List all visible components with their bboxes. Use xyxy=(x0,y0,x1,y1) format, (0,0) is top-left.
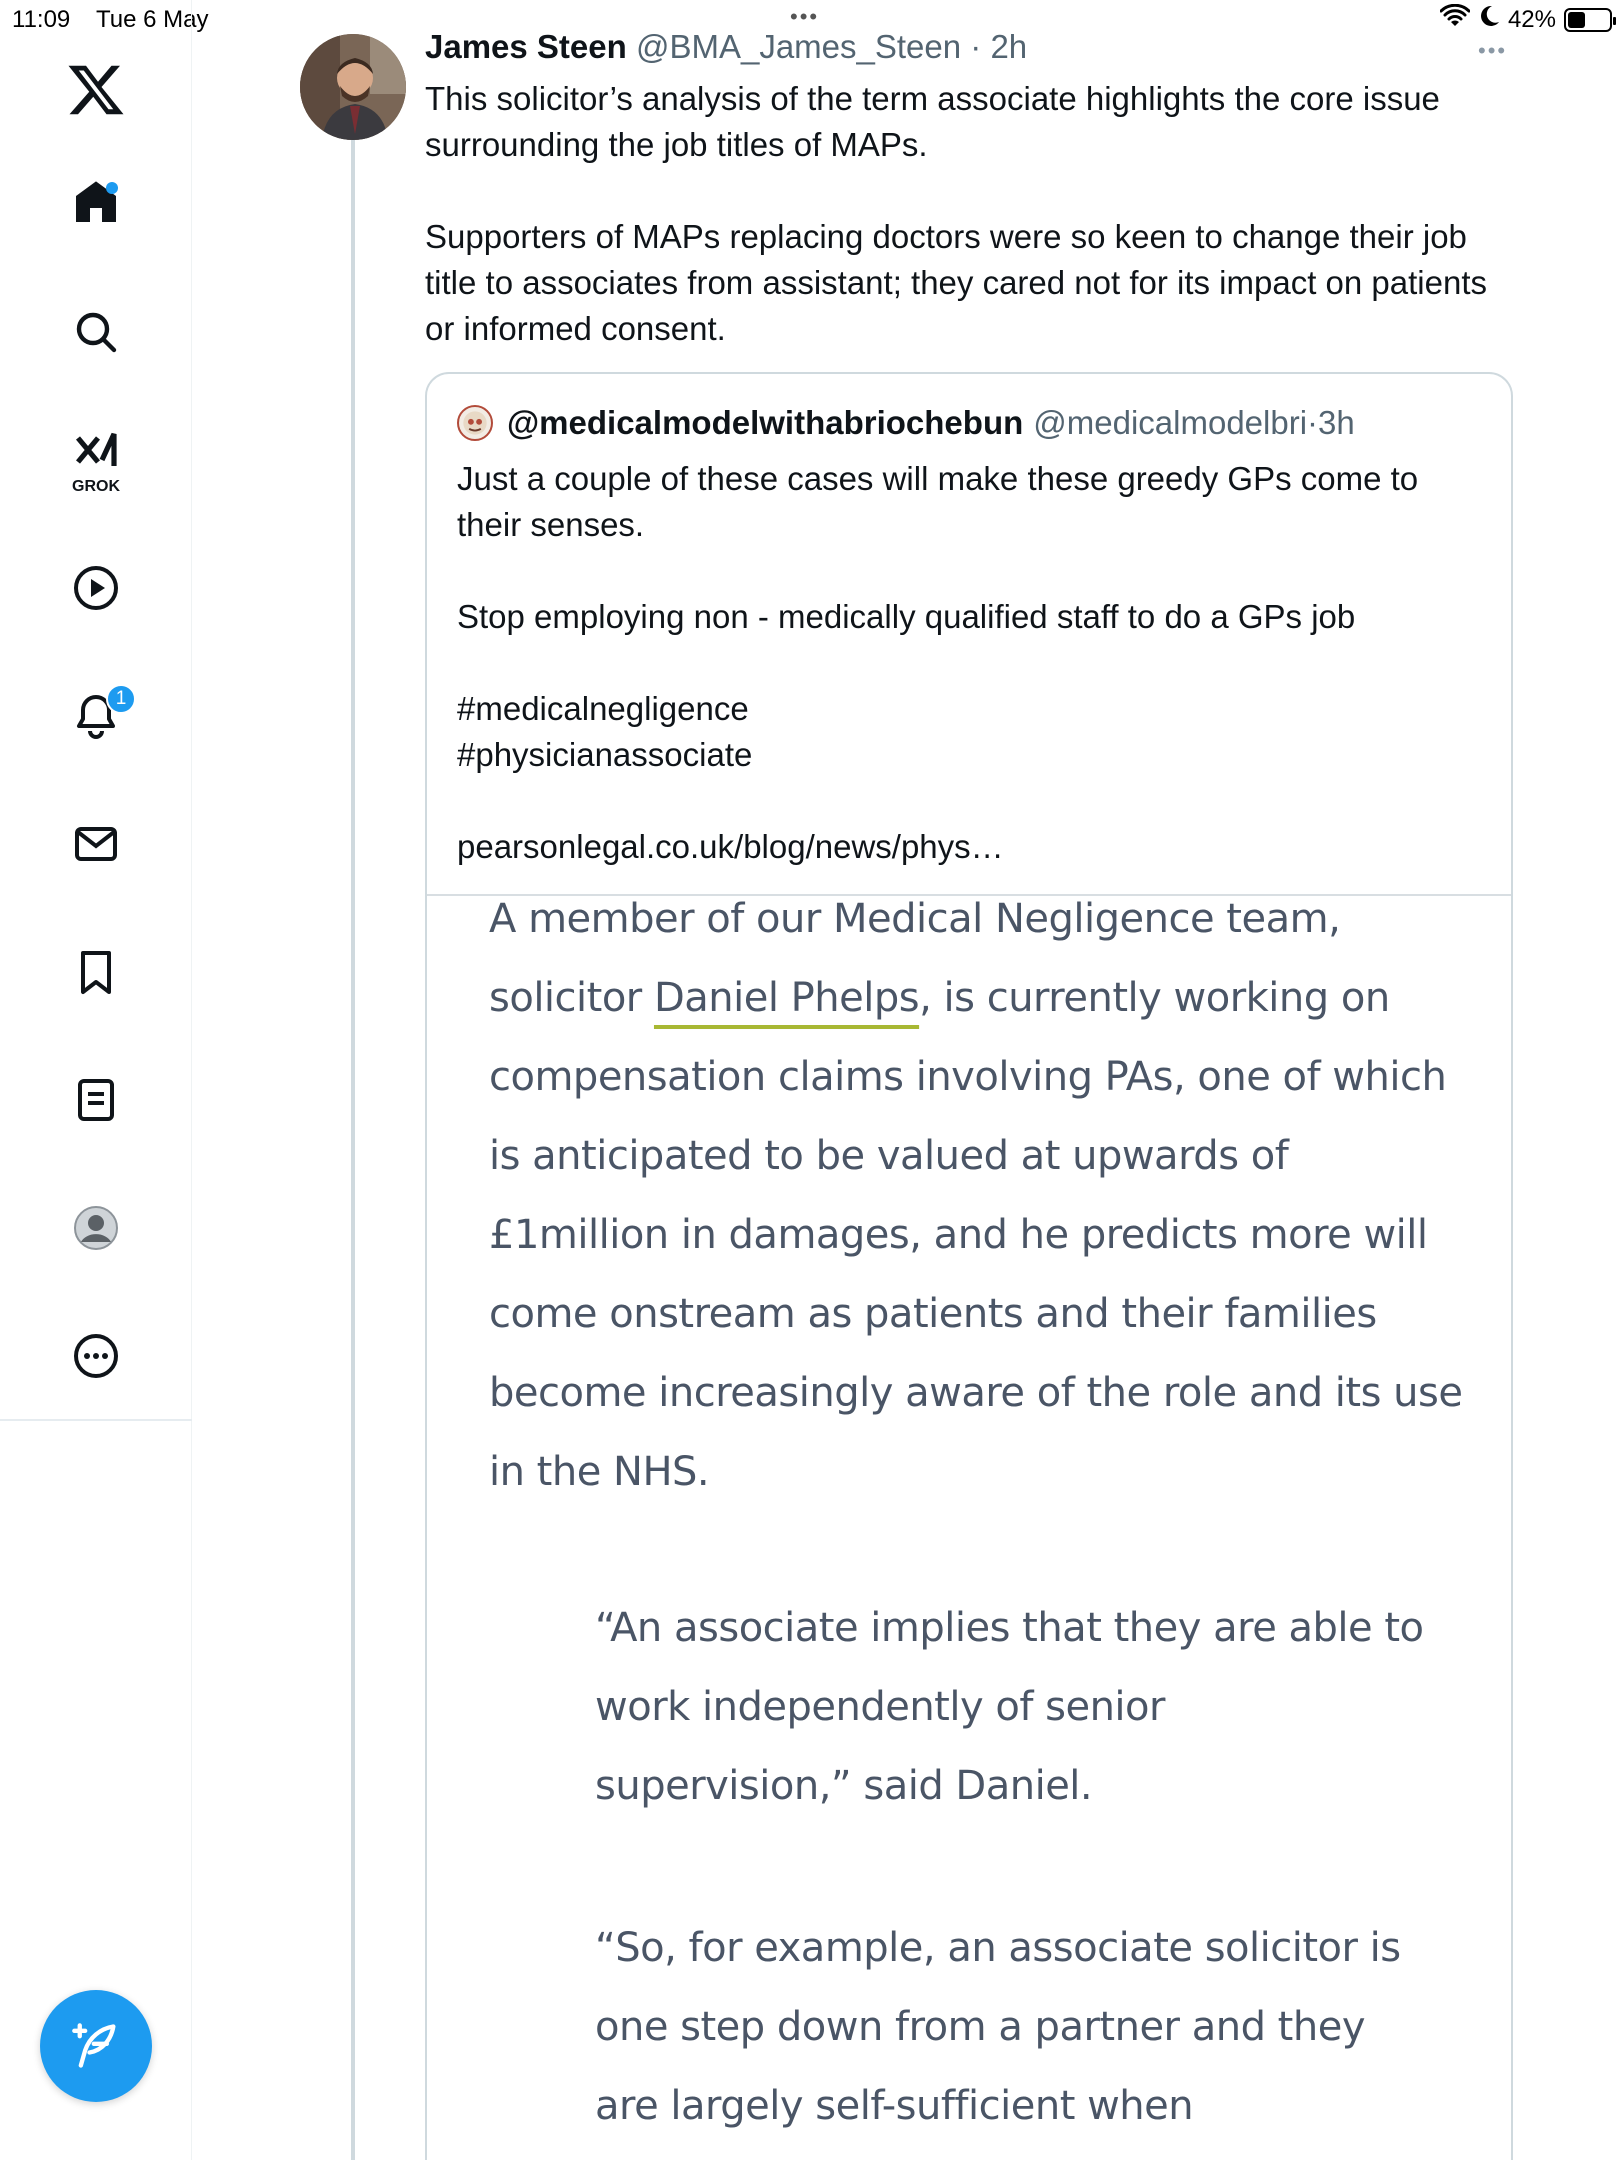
article-quote-2: “So, for example, an associate solicitor is one step down from a partner and they are largely self-sufficient when xyxy=(595,1925,1401,2129)
wifi-icon xyxy=(1440,4,1470,35)
x-logo-icon[interactable] xyxy=(62,56,130,124)
tweet-header xyxy=(425,28,1027,66)
article-quote-1: “An associate implies that they are able to work independently of senior supervision,” said Daniel. xyxy=(595,1605,1424,1809)
status-time: 11:09 xyxy=(12,6,71,33)
quoted-author-avatar xyxy=(457,405,493,441)
moon-icon xyxy=(1478,4,1500,35)
bookmarks-icon[interactable] xyxy=(66,942,126,1002)
quoted-handle: @medicalmodelbri xyxy=(1033,404,1308,441)
quoted-tweet-card[interactable] xyxy=(425,372,1513,2160)
feather-plus-icon xyxy=(70,2020,122,2072)
battery-percent: 42% xyxy=(1507,5,1556,33)
article-para-before: A member of our Medical Negligence team, solicitor xyxy=(489,896,1341,1021)
battery-icon xyxy=(1564,8,1612,32)
quoted-meta-separator: · xyxy=(1307,404,1319,441)
tweet-text: This solicitor’s analysis of the term associate highlights the core issue surrounding the job titles of MAPs. Supporters of MAPs replacing doctors were so keen to change their job title to associates from assistant; they cared not for its impact on patients or informed consent. xyxy=(425,80,1487,347)
author-name[interactable]: James Steen xyxy=(425,28,627,65)
thread-connector-line xyxy=(351,140,355,2160)
quoted-display-name: @medicalmodelwithabriochebun xyxy=(507,404,1024,441)
quoted-tweet-text: Just a couple of these cases will make these greedy GPs come to their senses. Stop employing non - medically qualified staff to do a GPs job #medicalnegligence #physicianassociate pearsonlegal.co.uk/blog/news/phys… xyxy=(457,460,1419,865)
grok-label: GROK xyxy=(72,478,120,495)
home-icon[interactable] xyxy=(66,172,126,232)
daniel-phelps-link: Daniel Phelps xyxy=(653,975,920,1021)
article-screenshot-image[interactable] xyxy=(427,894,1513,2160)
video-play-icon[interactable] xyxy=(66,558,126,618)
author-avatar[interactable] xyxy=(300,34,406,140)
more-options-icon[interactable] xyxy=(66,1326,126,1386)
sidebar xyxy=(0,0,192,2160)
article-paragraph xyxy=(489,894,1479,1512)
search-icon[interactable] xyxy=(66,302,126,362)
sidebar-divider xyxy=(0,1419,192,1421)
home-unread-dot xyxy=(106,182,118,194)
notifications-count-badge: 1 xyxy=(106,684,136,714)
tweet-time[interactable]: 2h xyxy=(990,28,1028,65)
status-indicators xyxy=(1440,4,1612,35)
meta-separator: · xyxy=(961,28,991,65)
compose-post-button[interactable] xyxy=(40,1990,152,2102)
author-handle[interactable]: @BMA_James_Steen xyxy=(635,28,962,65)
quoted-tweet-header xyxy=(457,404,1355,442)
multitasking-dots-icon[interactable]: ••• xyxy=(790,4,820,29)
notifications-bell-icon[interactable] xyxy=(66,686,126,746)
status-date: Tue 6 May xyxy=(96,6,209,33)
lists-icon[interactable] xyxy=(66,1070,126,1130)
grok-icon[interactable] xyxy=(66,424,126,495)
article-para-after: , is currently working on compensation claims involving PAs, one of which is anticipated to be valued at upwards of £1million in damages, and he predicts more will come onstream as patients and their families become increasingly aware of the role and its use in the NHS. xyxy=(489,975,1463,1495)
quoted-tweet-time: 3h xyxy=(1318,404,1355,441)
messages-envelope-icon[interactable] xyxy=(66,814,126,874)
profile-avatar-icon[interactable] xyxy=(66,1198,126,1258)
tweet-more-icon[interactable]: ••• xyxy=(1478,38,1508,63)
